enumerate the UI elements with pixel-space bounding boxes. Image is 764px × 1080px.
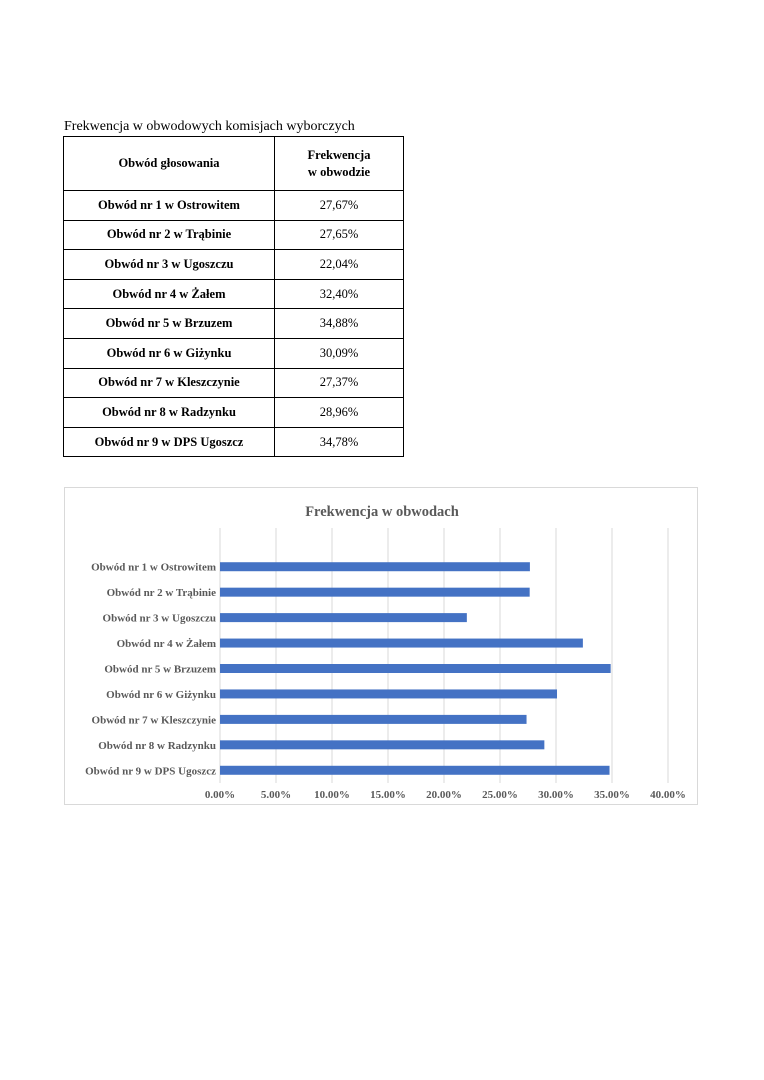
turnout-cell: 34,78% [275,427,404,457]
chart-bar [220,639,583,648]
turnout-cell: 27,67% [275,191,404,221]
y-category-label: Obwód nr 1 w Ostrowitem [91,561,216,574]
header-turnout [275,137,404,191]
turnout-cell: 22,04% [275,250,404,280]
district-cell: Obwód nr 5 w Brzuzem [64,309,275,339]
y-category-label: Obwód nr 4 w Żałem [116,638,216,651]
turnout-cell: 27,37% [275,368,404,398]
x-tick-label: 15.00% [370,789,406,801]
table-row [64,250,404,280]
chart-bar [220,613,467,622]
table-caption: Frekwencja w obwodowych komisjach wyborczych [64,119,355,134]
header-turnout-line1: Frekwencja [307,147,371,162]
chart-title: Frekwencja w obwodach [305,504,459,520]
district-cell: Obwód nr 9 w DPS Ugoszcz [64,427,275,457]
y-category-label: Obwód nr 5 w Brzuzem [104,663,216,676]
chart-bar [220,740,544,749]
table-header-row [64,137,404,191]
chart-bar [220,689,557,698]
chart-bars [220,562,611,775]
turnout-table [63,136,404,457]
chart-bar [220,562,530,571]
chart-bar [220,588,530,597]
chart-tick-labels [205,789,686,801]
x-tick-label: 0.00% [204,789,236,801]
x-tick-label: 40.00% [650,789,686,801]
table-row [64,279,404,309]
table-row [64,309,404,339]
y-category-label: Obwód nr 7 w Kleszczynie [91,714,216,727]
district-cell: Obwód nr 3 w Ugoszczu [64,250,275,280]
turnout-chart [64,487,698,805]
turnout-cell: 30,09% [275,338,404,368]
y-category-label: Obwód nr 3 w Ugoszczu [102,612,216,625]
x-tick-label: 35.00% [594,789,630,801]
table-row [64,368,404,398]
district-cell: Obwód nr 8 w Radzynku [64,398,275,428]
district-cell: Obwód nr 2 w Trąbinie [64,220,275,250]
table-row [64,398,404,428]
chart-bar [220,664,611,673]
table-row [64,427,404,457]
x-tick-label: 5.00% [260,789,292,801]
turnout-cell: 34,88% [275,309,404,339]
chart-bar [220,766,610,775]
table-row [64,220,404,250]
district-cell: Obwód nr 7 w Kleszczynie [64,368,275,398]
header-turnout-line2: w obwodzie [307,164,371,179]
table-row [64,338,404,368]
y-category-label: Obwód nr 9 w DPS Ugoszcz [85,765,216,778]
x-tick-label: 30.00% [538,789,574,801]
district-cell: Obwód nr 1 w Ostrowitem [64,191,275,221]
x-tick-label: 25.00% [482,789,518,801]
x-tick-label: 20.00% [426,789,462,801]
y-category-label: Obwód nr 2 w Trąbinie [106,587,216,600]
district-cell: Obwód nr 4 w Żałem [64,279,275,309]
chart-bar [220,715,527,724]
turnout-cell: 27,65% [275,220,404,250]
x-tick-label: 10.00% [314,789,350,801]
turnout-cell: 32,40% [275,279,404,309]
y-category-label: Obwód nr 6 w Giżynku [106,688,216,701]
chart-canvas [65,488,697,804]
turnout-cell: 28,96% [275,398,404,428]
header-district: Obwód głosowania [64,137,275,191]
table-row [64,191,404,221]
chart-category-labels [85,562,216,778]
y-category-label: Obwód nr 8 w Radzynku [98,739,216,752]
district-cell: Obwód nr 6 w Giżynku [64,338,275,368]
